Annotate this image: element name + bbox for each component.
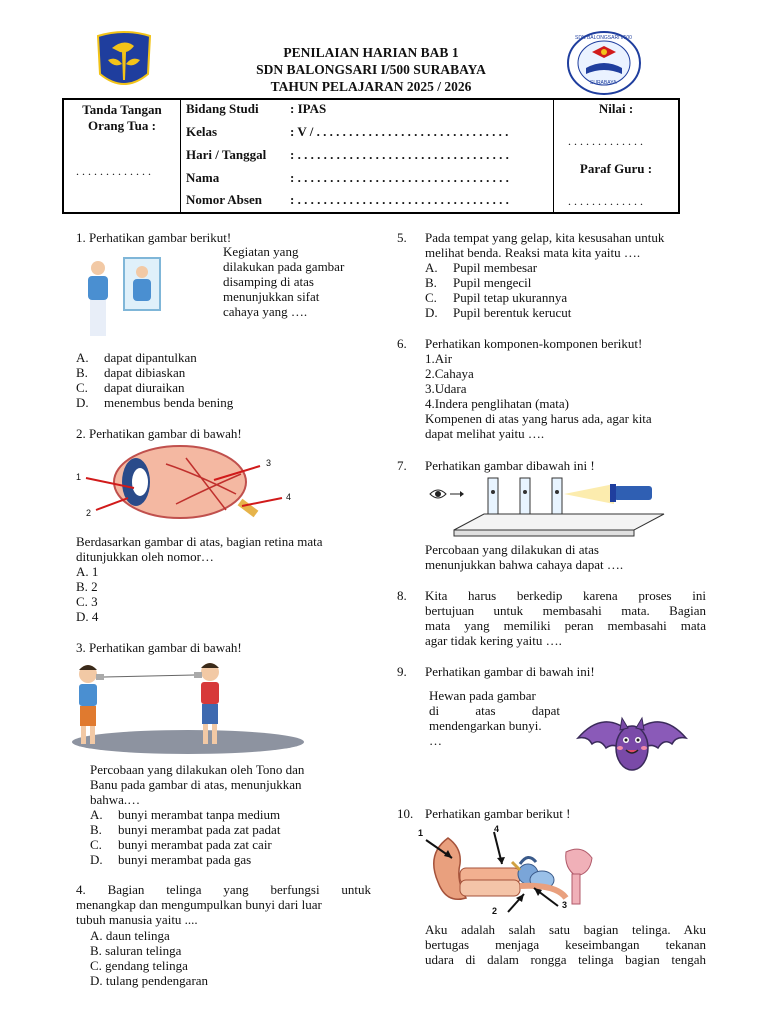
q6-text-line: Kompenen di atas yang harus ada, agar kita xyxy=(425,411,652,426)
q1-side-line: Kegiatan yang xyxy=(223,244,299,259)
q7-stem: Perhatikan gambar dibawah ini ! xyxy=(425,458,595,473)
q10-text-line: udara di dalam rongga telinga bagian tengah xyxy=(425,952,706,967)
option-text: bunyi merambat pada zat cair xyxy=(118,837,272,852)
q2-option-c[interactable]: C. 3 xyxy=(76,594,98,609)
q10-number: 10. xyxy=(397,806,414,821)
option-letter: C. xyxy=(76,380,88,395)
q4-option-c[interactable]: C. gendang telinga xyxy=(90,958,188,973)
option-letter: A. xyxy=(425,260,438,275)
option-letter: D. xyxy=(76,395,89,410)
q5-text xyxy=(425,230,664,260)
row-value-bidang: : IPAS xyxy=(290,101,327,116)
q4-text-line: 4. Bagian telinga yang berfungsi untuk xyxy=(76,882,371,897)
header-school: SDN BALONGSARI I/500 SURABAYA xyxy=(256,62,486,77)
q6-text xyxy=(425,336,652,441)
option-letter: D. xyxy=(425,305,438,320)
q5-number: 5. xyxy=(397,230,407,245)
q9-side-line: Hewan pada gambar xyxy=(429,688,536,703)
q1-side-text xyxy=(223,244,344,319)
option-text: Pupil berentuk kerucut xyxy=(453,305,572,320)
grade-cell xyxy=(553,100,678,212)
q10-stem: Perhatikan gambar berikut ! xyxy=(425,806,571,821)
q4-text-line: tubuh manusia yaitu .... xyxy=(76,912,198,927)
ear-label-4: 4 xyxy=(494,824,500,834)
q6-component-3: 3.Udara xyxy=(425,381,467,396)
option-text: dapat dipantulkan xyxy=(104,350,197,365)
q6-number: 6. xyxy=(397,336,407,351)
tin-can-phone-illustration xyxy=(68,658,308,756)
parent-signature-field[interactable]: . . . . . . . . . . . . . xyxy=(76,164,151,178)
q5-options xyxy=(425,260,571,320)
option-letter: B. xyxy=(90,822,102,837)
q3-text-line: bahwa.… xyxy=(90,792,141,807)
q3-option-d[interactable] xyxy=(90,852,280,867)
logo-arc-bottom: SURABAYA xyxy=(590,80,617,86)
q6-component-1: 1.Air xyxy=(425,351,453,366)
q5-option-b[interactable] xyxy=(425,275,571,290)
option-letter: C. xyxy=(90,837,102,852)
q5-option-c[interactable] xyxy=(425,290,571,305)
mirror-illustration xyxy=(76,254,166,340)
option-text: bunyi merambat pada gas xyxy=(118,852,252,867)
eye-label-2: 2 xyxy=(86,508,92,518)
nomor-absen-field[interactable]: : . . . . . . . . . . . . . . . . . . . . . . . . . . . . . . . . . xyxy=(290,192,509,207)
q10-text-line: bertugas menjaga keseimbangan tekanan xyxy=(425,937,706,952)
q1-side-line: dilakukan pada gambar xyxy=(223,259,345,274)
q5-option-a[interactable] xyxy=(425,260,571,275)
q6-text-line: Perhatikan komponen-komponen berikut! xyxy=(425,336,643,351)
row-label-nama: Nama xyxy=(186,170,220,185)
q7-text-line: menunjukkan bahwa cahaya dapat …. xyxy=(425,557,624,572)
student-info-table xyxy=(62,98,680,214)
q5-text-line: Pada tempat yang gelap, kita kesusahan untuk xyxy=(425,230,665,245)
kelas-field[interactable]: : V / . . . . . . . . . . . . . . . . . . . . . . . . . . . . . . xyxy=(290,124,509,139)
eye-label-4: 4 xyxy=(286,492,292,502)
q9-side-line: mendengarkan bunyi. xyxy=(429,718,542,733)
row-label-hari: Hari / Tanggal xyxy=(186,147,267,162)
q4-text xyxy=(76,882,371,927)
option-text: bunyi merambat pada zat padat xyxy=(118,822,281,837)
q8-text xyxy=(425,588,706,648)
option-letter: C. xyxy=(425,290,437,305)
q3-options xyxy=(90,807,280,867)
parent-label-2: Orang Tua : xyxy=(88,118,156,133)
q10-text-line: Aku adalah salah satu bagian telinga. Aku xyxy=(425,922,706,937)
row-label-kelas: Kelas xyxy=(186,124,218,139)
q9-side-line: … xyxy=(429,733,442,748)
option-letter: A. xyxy=(90,807,103,822)
q3-text xyxy=(90,762,304,807)
nilai-label: Nilai : xyxy=(598,101,634,116)
q3-text-line: Percobaan yang dilakukan oleh Tono dan xyxy=(90,762,305,777)
q1-stem: 1. Perhatikan gambar berikut! xyxy=(76,230,232,245)
q2-text-line: Berdasarkan gambar di atas, bagian retina mata xyxy=(76,534,323,549)
q9-side-text xyxy=(429,688,560,748)
q4-text-line: menangkap dan mengumpulkan bunyi dari luar xyxy=(76,897,322,912)
row-label-absen: Nomor Absen xyxy=(186,192,262,207)
q7-text xyxy=(425,542,623,572)
option-text: dapat dibiaskan xyxy=(104,365,186,380)
q3-stem: 3. Perhatikan gambar di bawah! xyxy=(76,640,242,655)
row-label-bidang: Bidang Studi xyxy=(186,101,259,116)
option-text: bunyi merambat tanpa medium xyxy=(118,807,281,822)
q1-option-d[interactable] xyxy=(76,395,233,410)
option-letter: A. xyxy=(76,350,89,365)
q8-number: 8. xyxy=(397,588,407,603)
hari-tanggal-field[interactable]: : . . . . . . . . . . . . . . . . . . . . . . . . . . . . . . . . . xyxy=(290,147,509,162)
q2-options xyxy=(76,564,98,624)
q2-option-b[interactable]: B. 2 xyxy=(76,579,98,594)
option-letter: B. xyxy=(76,365,88,380)
q10-text xyxy=(425,922,706,967)
option-text: Pupil membesar xyxy=(453,260,538,275)
ear-label-1: 1 xyxy=(418,828,424,838)
q9-side-line: di atas dapat xyxy=(429,703,560,718)
option-text: dapat diuraikan xyxy=(104,380,185,395)
option-text: Pupil tetap ukurannya xyxy=(453,290,568,305)
q1-option-a[interactable] xyxy=(76,350,233,365)
q2-text xyxy=(76,534,323,564)
q5-text-line: melihat benda. Reaksi mata kita yaitu …. xyxy=(425,245,641,260)
q1-option-c[interactable] xyxy=(76,380,233,395)
q7-number: 7. xyxy=(397,458,407,473)
q1-side-line: menunjukkan sifat xyxy=(223,289,320,304)
q4-option-a[interactable]: A. daun telinga xyxy=(90,928,170,943)
ear-diagram xyxy=(416,824,606,916)
paraf-field[interactable]: . . . . . . . . . . . . . xyxy=(568,194,643,208)
ear-label-2: 2 xyxy=(492,906,498,916)
ear-label-3: 3 xyxy=(562,900,568,910)
q3-option-c[interactable] xyxy=(90,837,280,852)
option-letter: B. xyxy=(425,275,437,290)
option-text: menembus benda bening xyxy=(104,395,234,410)
q6-component-2: 2.Cahaya xyxy=(425,366,474,381)
light-experiment-illustration xyxy=(424,474,672,538)
q7-text-line: Percobaan yang dilakukan di atas xyxy=(425,542,599,557)
q8-text-line: Kita harus berkedip karena proses ini xyxy=(425,588,706,603)
paraf-label: Paraf Guru : xyxy=(579,161,653,176)
option-letter: D. xyxy=(90,852,103,867)
header-year: TAHUN PELAJARAN 2025 / 2026 xyxy=(270,79,472,94)
q3-option-a[interactable] xyxy=(90,807,280,822)
q1-option-b[interactable] xyxy=(76,365,233,380)
q5-option-d[interactable] xyxy=(425,305,571,320)
q1-options xyxy=(76,350,233,410)
bat-illustration xyxy=(574,704,690,782)
q1-side-line: disamping di atas xyxy=(223,274,314,289)
q2-option-d[interactable]: D. 4 xyxy=(76,609,99,624)
nilai-field[interactable]: . . . . . . . . . . . . . xyxy=(568,134,643,148)
parent-signature-cell xyxy=(64,100,181,212)
logo-arc-top: SDN BALONGSARI I/500 xyxy=(575,35,632,41)
eye-label-1: 1 xyxy=(76,472,82,482)
q2-text-line: ditunjukkan oleh nomor… xyxy=(76,549,214,564)
q8-text-line: bertujuan untuk membasahi mata. Bagian xyxy=(425,603,706,618)
q8-text-line: agar tidak kering yaitu …. xyxy=(425,633,562,648)
q4-options xyxy=(90,928,208,988)
q9-number: 9. xyxy=(397,664,407,679)
eye-diagram xyxy=(76,444,296,526)
q6-text-line: dapat melihat yaitu …. xyxy=(425,426,545,441)
q2-option-a[interactable]: A. 1 xyxy=(76,564,99,579)
q8-text-line: mata yang memiliki peran membasahi mata xyxy=(425,618,706,633)
q4-option-d[interactable]: D. tulang pendengaran xyxy=(90,973,209,988)
parent-label-1: Tanda Tangan xyxy=(82,102,162,117)
q3-option-b[interactable] xyxy=(90,822,280,837)
page-header xyxy=(0,44,768,95)
q3-text-line: Banu pada gambar di atas, menunjukkan xyxy=(90,777,302,792)
option-text: Pupil mengecil xyxy=(453,275,532,290)
eye-label-3: 3 xyxy=(266,458,272,468)
header-title: PENILAIAN HARIAN BAB 1 xyxy=(283,45,459,60)
q9-stem: Perhatikan gambar di bawah ini! xyxy=(425,664,595,679)
q6-component-4: 4.Indera penglihatan (mata) xyxy=(425,396,570,411)
nama-field[interactable]: : . . . . . . . . . . . . . . . . . . . . . . . . . . . . . . . . . xyxy=(290,170,509,185)
q4-option-b[interactable]: B. saluran telinga xyxy=(90,943,182,958)
q1-side-line: cahaya yang …. xyxy=(223,304,308,319)
q2-stem: 2. Perhatikan gambar di bawah! xyxy=(76,426,242,441)
